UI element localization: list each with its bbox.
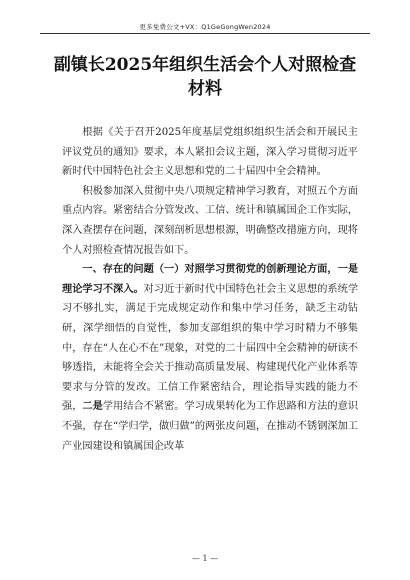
section-heading: 一、存在的问题（一）对照学习贯彻党的创新理论方面， bbox=[82, 264, 338, 276]
point-two-text: 学用结合不紧密。学习成果转化为工作思路和方法的意识不强，存在“学归学，做归做”的两张皮问题，在推动不锈钢深加工产业园建设和镇属国企改革 bbox=[62, 401, 359, 452]
point-one-text: 对习近于新时代中国特色社会主义思想的系统学习不够扎实，满足于完成规定动作和集中学习任务，缺乏主动钻研，深学细悟的自觉性，参加支部组织的集中学习时精力不够集中，存在“人在心不在”现象，对党的二十届四中全会精神的研读不够透指，未能将全会关于推动高质量发展、构建现代化产业体系等要求与分管的发改。工信工作紧密结合，理论指导实践的能力不强， bbox=[62, 283, 359, 413]
point-one-lead: 一是理论学习不深入。 bbox=[62, 264, 359, 295]
header-divider bbox=[40, 33, 370, 34]
page-number: — 1 — bbox=[191, 554, 219, 563]
paragraph-problems bbox=[62, 260, 358, 456]
document-body bbox=[62, 123, 358, 456]
point-two-lead: 二是 bbox=[82, 401, 103, 413]
title-line-2: 材料 bbox=[188, 79, 222, 99]
header-promo-text: 更多免费公文+VX：Q1GeGongWen2024 bbox=[139, 23, 271, 31]
paragraph-study: 积极参加深入贯彻中央八项规定精神学习教育，对照五个方面重点内容。紧密结合分管发改、工信、统计和镇属国企工作实际，深入查摆存在问题，深刻剖析思想根源，明确整改措施方向，现将个人对照检查情况报告如下。 bbox=[62, 185, 358, 256]
paragraph-intro: 根据《关于召开2025年度基层党组织组织生活会和开展民主评议党员的通知》要求，本人紧扣会议主题，深入学习贯彻习近平新时代中国特色社会主义思想和党的二十届四中全会精神。 bbox=[62, 127, 358, 178]
document-title bbox=[40, 53, 370, 101]
title-line-1: 副镇长2025年组织生活会个人对照检查 bbox=[53, 55, 357, 75]
